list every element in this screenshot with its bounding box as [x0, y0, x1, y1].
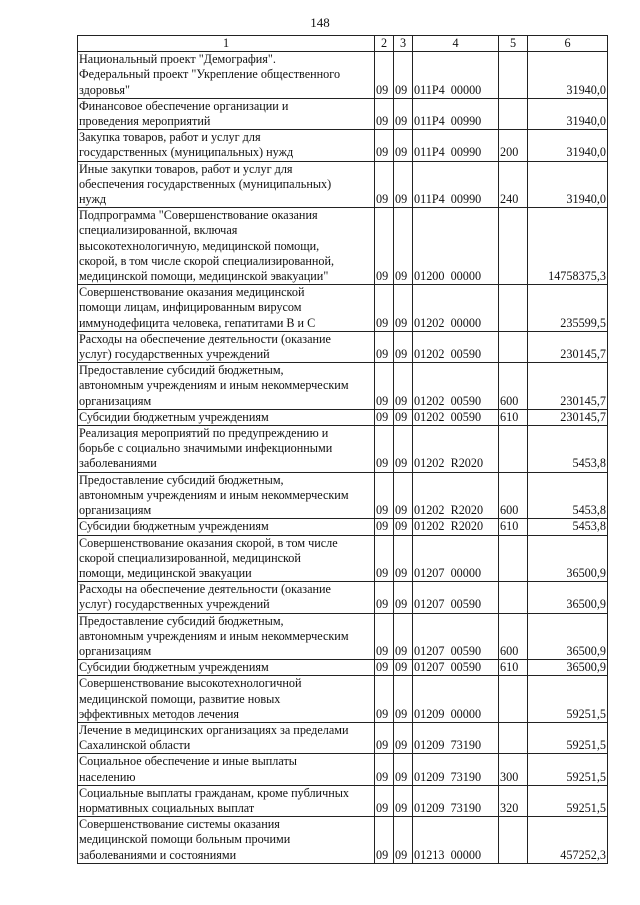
row-name-cell: Совершенствование оказания скорой, в том числе скорой специализированной, медицинской помощи, медицинской эвакуации: [78, 535, 375, 582]
table-row: [78, 285, 608, 332]
target-article-cell: 01202 R2020: [413, 426, 499, 473]
target-article-cell: 01213 00000: [413, 817, 499, 864]
subsection-code-cell: 09: [394, 331, 413, 362]
subsection-code-cell: 09: [394, 535, 413, 582]
expense-type-cell: 610: [499, 660, 528, 676]
section-code-cell: 09: [375, 208, 394, 285]
expense-type-cell: [499, 676, 528, 723]
column-header: 4: [413, 36, 499, 52]
section-code-cell: 09: [375, 676, 394, 723]
row-name-cell: Предоставление субсидий бюджетным, автономным учреждениям и иным некоммерческим организациям: [78, 613, 375, 660]
subsection-code-cell: 09: [394, 613, 413, 660]
subsection-code-cell: 09: [394, 52, 413, 99]
subsection-code-cell: 09: [394, 582, 413, 613]
target-article-cell: 01209 00000: [413, 676, 499, 723]
expense-type-cell: [499, 722, 528, 753]
row-name-cell: Совершенствование оказания медицинской помощи лицам, инфицированным вирусом иммунодефицита человека, гепатитами В и С: [78, 285, 375, 332]
subsection-code-cell: 09: [394, 472, 413, 519]
table-row: [78, 785, 608, 816]
amount-cell: 36500,9: [528, 535, 608, 582]
row-name-cell: Финансовое обеспечение организации и проведения мероприятий: [78, 98, 375, 129]
amount-cell: 230145,7: [528, 409, 608, 425]
amount-cell: 31940,0: [528, 98, 608, 129]
row-name-cell: Предоставление субсидий бюджетным, автономным учреждениям и иным некоммерческим организациям: [78, 363, 375, 410]
row-name-cell: Расходы на обеспечение деятельности (оказание услуг) государственных учреждений: [78, 582, 375, 613]
target-article-cell: 01209 73190: [413, 722, 499, 753]
expense-type-cell: [499, 535, 528, 582]
target-article-cell: 01202 R2020: [413, 519, 499, 535]
section-code-cell: 09: [375, 426, 394, 473]
expense-type-cell: 240: [499, 161, 528, 208]
target-article-cell: 01202 R2020: [413, 472, 499, 519]
target-article-cell: 011P4 00990: [413, 130, 499, 161]
amount-cell: 457252,3: [528, 817, 608, 864]
section-code-cell: 09: [375, 472, 394, 519]
row-name-cell: Закупка товаров, работ и услуг для государственных (муниципальных) нужд: [78, 130, 375, 161]
expense-type-cell: 320: [499, 785, 528, 816]
row-name-cell: Реализация мероприятий по предупреждению и борьбе с социально значимыми инфекционными заболеваниями: [78, 426, 375, 473]
amount-cell: 31940,0: [528, 130, 608, 161]
row-name-cell: Совершенствование высокотехнологичной медицинской помощи, развитие новых эффективных методов лечения: [78, 676, 375, 723]
subsection-code-cell: 09: [394, 426, 413, 473]
subsection-code-cell: 09: [394, 660, 413, 676]
expense-type-cell: 300: [499, 754, 528, 785]
table-row: [78, 535, 608, 582]
amount-cell: 5453,8: [528, 519, 608, 535]
expense-type-cell: 600: [499, 363, 528, 410]
table-row: [78, 363, 608, 410]
row-name-cell: Расходы на обеспечение деятельности (оказание услуг) государственных учреждений: [78, 331, 375, 362]
row-name-cell: Подпрограмма "Совершенствование оказания специализированной, включая высокотехнологичную, медицинской помощи, скорой, в том числе скорой специализированной, медицинской помощи, медицинской эвакуации": [78, 208, 375, 285]
target-article-cell: 01209 73190: [413, 785, 499, 816]
table-row: [78, 161, 608, 208]
subsection-code-cell: 09: [394, 676, 413, 723]
section-code-cell: 09: [375, 130, 394, 161]
amount-cell: 59251,5: [528, 785, 608, 816]
table-row: [78, 582, 608, 613]
table-row: [78, 722, 608, 753]
table-row: [78, 331, 608, 362]
section-code-cell: 09: [375, 785, 394, 816]
subsection-code-cell: 09: [394, 754, 413, 785]
row-name-cell: Субсидии бюджетным учреждениям: [78, 660, 375, 676]
section-code-cell: 09: [375, 363, 394, 410]
section-code-cell: 09: [375, 52, 394, 99]
subsection-code-cell: 09: [394, 409, 413, 425]
expense-type-cell: [499, 52, 528, 99]
column-header: 5: [499, 36, 528, 52]
column-header: 2: [375, 36, 394, 52]
row-name-cell: Субсидии бюджетным учреждениям: [78, 409, 375, 425]
section-code-cell: 09: [375, 613, 394, 660]
amount-cell: 14758375,3: [528, 208, 608, 285]
table-row: [78, 426, 608, 473]
section-code-cell: 09: [375, 98, 394, 129]
section-code-cell: 09: [375, 285, 394, 332]
expense-type-cell: [499, 582, 528, 613]
row-name-cell: Предоставление субсидий бюджетным, автономным учреждениям и иным некоммерческим организациям: [78, 472, 375, 519]
target-article-cell: 01202 00590: [413, 409, 499, 425]
target-article-cell: 01200 00000: [413, 208, 499, 285]
subsection-code-cell: 09: [394, 785, 413, 816]
subsection-code-cell: 09: [394, 519, 413, 535]
amount-cell: 36500,9: [528, 582, 608, 613]
table-row: [78, 130, 608, 161]
table-row: [78, 409, 608, 425]
amount-cell: 230145,7: [528, 331, 608, 362]
subsection-code-cell: 09: [394, 363, 413, 410]
amount-cell: 36500,9: [528, 613, 608, 660]
amount-cell: 5453,8: [528, 472, 608, 519]
table-row: [78, 817, 608, 864]
section-code-cell: 09: [375, 722, 394, 753]
amount-cell: 59251,5: [528, 676, 608, 723]
row-name-cell: Социальное обеспечение и иные выплаты населению: [78, 754, 375, 785]
row-name-cell: Национальный проект "Демография". Федеральный проект "Укрепление общественного здоровья": [78, 52, 375, 99]
row-name-cell: Иные закупки товаров, работ и услуг для обеспечения государственных (муниципальных) нужд: [78, 161, 375, 208]
table-row: [78, 660, 608, 676]
expense-type-cell: 600: [499, 472, 528, 519]
amount-cell: 5453,8: [528, 426, 608, 473]
expense-type-cell: [499, 426, 528, 473]
expense-type-cell: [499, 98, 528, 129]
table-row: [78, 754, 608, 785]
table-row: [78, 613, 608, 660]
section-code-cell: 09: [375, 817, 394, 864]
amount-cell: 31940,0: [528, 52, 608, 99]
expense-type-cell: 200: [499, 130, 528, 161]
expense-type-cell: [499, 817, 528, 864]
section-code-cell: 09: [375, 331, 394, 362]
target-article-cell: 01209 73190: [413, 754, 499, 785]
amount-cell: 36500,9: [528, 660, 608, 676]
section-code-cell: 09: [375, 660, 394, 676]
row-name-cell: Социальные выплаты гражданам, кроме публичных нормативных социальных выплат: [78, 785, 375, 816]
row-name-cell: Совершенствование системы оказания медицинской помощи больным прочими заболеваниями и состояниями: [78, 817, 375, 864]
row-name-cell: Лечение в медицинских организациях за пределами Сахалинской области: [78, 722, 375, 753]
column-header: 6: [528, 36, 608, 52]
table-header-row: [78, 36, 608, 52]
expense-type-cell: 610: [499, 409, 528, 425]
section-code-cell: 09: [375, 582, 394, 613]
table-row: [78, 208, 608, 285]
row-name-cell: Субсидии бюджетным учреждениям: [78, 519, 375, 535]
section-code-cell: 09: [375, 161, 394, 208]
expense-type-cell: [499, 208, 528, 285]
subsection-code-cell: 09: [394, 285, 413, 332]
target-article-cell: 011P4 00990: [413, 161, 499, 208]
target-article-cell: 011P4 00000: [413, 52, 499, 99]
section-code-cell: 09: [375, 519, 394, 535]
table-row: [78, 98, 608, 129]
subsection-code-cell: 09: [394, 817, 413, 864]
expense-type-cell: [499, 285, 528, 332]
section-code-cell: 09: [375, 754, 394, 785]
table-row: [78, 519, 608, 535]
subsection-code-cell: 09: [394, 98, 413, 129]
subsection-code-cell: 09: [394, 722, 413, 753]
target-article-cell: 011P4 00990: [413, 98, 499, 129]
subsection-code-cell: 09: [394, 130, 413, 161]
target-article-cell: 01202 00590: [413, 363, 499, 410]
target-article-cell: 01207 00590: [413, 660, 499, 676]
amount-cell: 59251,5: [528, 722, 608, 753]
target-article-cell: 01207 00000: [413, 535, 499, 582]
amount-cell: 235599,5: [528, 285, 608, 332]
expense-type-cell: 610: [499, 519, 528, 535]
budget-table: [77, 35, 608, 864]
subsection-code-cell: 09: [394, 161, 413, 208]
target-article-cell: 01202 00590: [413, 331, 499, 362]
page-number: 148: [310, 15, 330, 30]
amount-cell: 59251,5: [528, 754, 608, 785]
expense-type-cell: 600: [499, 613, 528, 660]
amount-cell: 230145,7: [528, 363, 608, 410]
subsection-code-cell: 09: [394, 208, 413, 285]
section-code-cell: 09: [375, 409, 394, 425]
section-code-cell: 09: [375, 535, 394, 582]
column-header: 1: [78, 36, 375, 52]
expense-type-cell: [499, 331, 528, 362]
target-article-cell: 01207 00590: [413, 582, 499, 613]
table-row: [78, 472, 608, 519]
amount-cell: 31940,0: [528, 161, 608, 208]
table-row: [78, 52, 608, 99]
column-header: 3: [394, 36, 413, 52]
target-article-cell: 01202 00000: [413, 285, 499, 332]
table-row: [78, 676, 608, 723]
target-article-cell: 01207 00590: [413, 613, 499, 660]
